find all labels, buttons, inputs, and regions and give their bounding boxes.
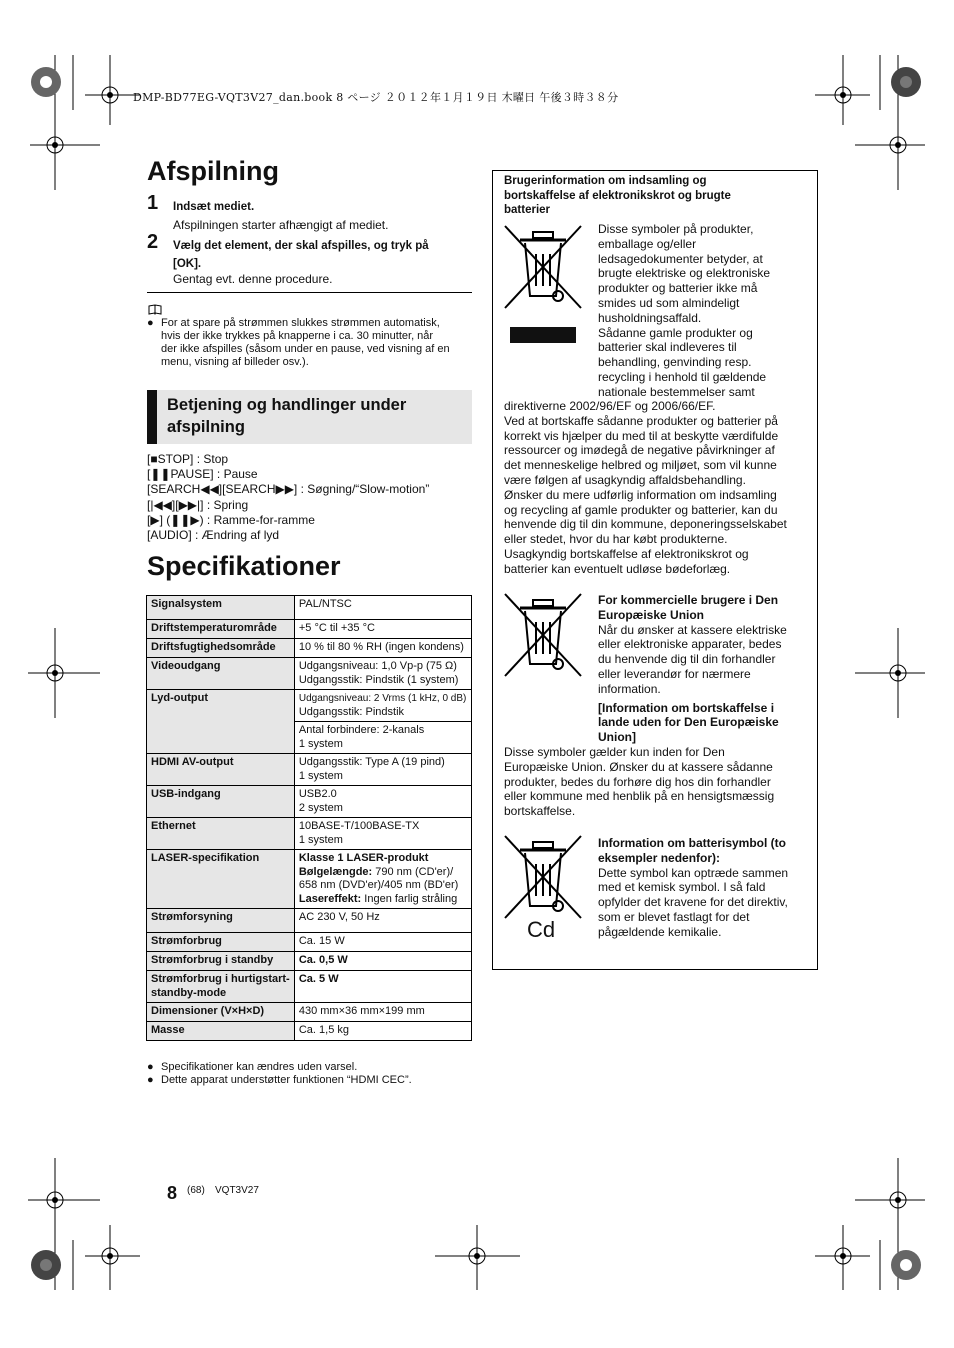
power-saving-note: ● For at spare på strømmen slukkes strømmen automatisk, hvis der ikke trykkes på knapperne i ca. 30 minutter, når der ikke afspilles (såsom under en pause, ved visning af en menu, visning af billeder osv.). — [147, 317, 450, 368]
laser-wavelength-value: 790 nm (CD'er)/ — [375, 865, 454, 878]
text-line: eller kommune med henblik på en hensigtsmæssig — [504, 789, 775, 804]
op-stop: [■STOP] : Stop — [147, 452, 229, 466]
op-search: [SEARCH◀◀][SEARCH▶▶] : Søgning/“Slow-motion” — [147, 482, 430, 497]
spec-value: Ca. 5 W — [294, 971, 471, 1003]
text-line: emballage og/eller — [598, 236, 697, 251]
spec-key: Videoudgang — [147, 658, 295, 690]
text-line: og recycling af gamle produkter og batterier, kan du — [504, 502, 778, 517]
step-2-title-line1: Vælg det element, der skal afspilles, og tryk på — [173, 240, 429, 252]
text-line: smides ud som almindeligt — [598, 295, 740, 310]
disposal-heading-line: bortskaffelse af elektronikskrot og brugte — [504, 189, 731, 202]
table-row — [147, 971, 472, 1003]
text-line: eller leverandør for nærmere — [598, 666, 751, 681]
spec-value — [294, 754, 471, 786]
table-row — [147, 850, 472, 909]
spec-key: USB-indgang — [147, 786, 295, 818]
spec-key: HDMI AV-output — [147, 754, 295, 786]
note-line: der ikke afspilles (såsom under en pause, ved visning af en — [161, 343, 450, 355]
text-line: direktiverne 2002/96/EF og 2006/66/EF. — [504, 399, 716, 413]
spec-table — [146, 595, 472, 1041]
commercial-users-section — [598, 593, 813, 745]
disposal-paragraph-full — [504, 399, 814, 577]
spec-value — [294, 786, 471, 818]
op-audio: [AUDIO] : Ændring af lyd — [147, 528, 280, 543]
text-line: ledsagedokumenter betyder, at — [598, 251, 763, 266]
note-line: For at spare på strømmen slukkes strømmen automatisk, — [161, 317, 440, 329]
step-1-text: Afspilningen starter afhængigt af mediet. — [173, 218, 389, 232]
commercial-heading: For kommercielle brugere i Den — [598, 593, 779, 607]
spec-key: Ethernet — [147, 818, 295, 850]
laser-power-label: Lasereffekt: — [298, 892, 362, 905]
operations-heading-line1: Betjening og handlinger under — [167, 396, 407, 414]
text-line: nationale bestemmelser samt — [598, 384, 755, 399]
spec-value-line: Udgangsniveau: 2 Vrms (1 kHz, 0 dB) — [298, 693, 467, 704]
text-line: Dette symbol kan optræde sammen — [598, 865, 789, 880]
spec-value: Ca. 0,5 W — [294, 952, 471, 971]
outside-eu-heading: Union] — [598, 730, 636, 745]
spec-value: PAL/NTSC — [294, 596, 471, 620]
spec-key: Driftsfugtighedsområde — [147, 639, 295, 658]
spec-value-line: Antal forbindere: 2-kanals — [298, 724, 425, 736]
text-line: Europæiske Union. Ønsker du at kassere sådanne — [504, 759, 773, 774]
spec-value — [294, 690, 471, 722]
spec-value — [294, 850, 471, 909]
laser-wavelength-label: Bølgelængde: — [298, 865, 373, 878]
text-line: Usagkyndig bortskaffelse af elektronikskrot og — [504, 546, 749, 561]
spec-key: Masse — [147, 1022, 295, 1041]
spec-value-line: 2 system — [298, 801, 343, 814]
spec-value — [294, 818, 471, 850]
spec-key: LASER-specifikation — [147, 850, 295, 909]
text-line: eller elektroniske apparater, bedes — [598, 637, 782, 652]
laser-wavelength-value: 658 nm (DVD'er)/405 nm (BD'er) — [298, 879, 459, 891]
step-1-title: Indsæt mediet. — [173, 201, 255, 213]
battery-heading: Information om batterisymbol (to — [598, 836, 787, 850]
table-row — [147, 690, 472, 722]
text-line: ressourcer og imødegå de negative påvirkninger af — [504, 443, 775, 458]
text-line: som er blevet fastlagt for det — [598, 909, 750, 924]
table-row — [147, 818, 472, 850]
text-line: bortskaffelse. — [504, 804, 576, 819]
divider — [147, 292, 472, 293]
text-line: husholdningsaffald. — [598, 310, 702, 325]
text-line: Ønsker du mere udførlig information om indsamling — [504, 487, 777, 502]
text-line: med et kemisk symbol. I så fald — [598, 880, 766, 895]
document-code: VQT3V27 — [215, 1185, 259, 1196]
text-line: det menneskelige helbred og miljøet, som vil kunne — [504, 458, 777, 473]
table-row — [147, 620, 472, 639]
text-line: henvende dig til din kommune, deponeringsselskabet — [504, 517, 787, 532]
page-number: 8 — [167, 1183, 178, 1203]
text-line: produkter og batterier ikke må — [598, 281, 758, 296]
cadmium-symbol: Cd — [527, 917, 556, 942]
op-skip: [|◀◀][▶▶|] : Spring — [147, 497, 249, 512]
operations-heading-line2: afspilning — [167, 418, 245, 436]
spec-value-line: Udgangsniveau: 1,0 Vp-p (75 Ω) — [298, 660, 457, 672]
spec-key: Driftstemperaturområde — [147, 620, 295, 639]
laser-class: Klasse 1 LASER-produkt — [298, 852, 429, 864]
commercial-heading: Europæiske Union — [598, 607, 705, 622]
spec-value: 10 % til 80 % RH (ingen kondens) — [294, 639, 471, 658]
print-header: DMP-BD77EG-VQT3V27_dan.book 8 ページ ２０１２年１月１９日 木曜日 午後３時３８分 — [133, 91, 619, 104]
text-line: opfylder det kravene for det direktiv, — [598, 895, 788, 910]
table-row — [147, 786, 472, 818]
outside-eu-text — [504, 745, 814, 819]
text-line: du henvende dig til din forhandler — [598, 652, 776, 667]
spec-key: Dimensioner (V×H×D) — [147, 1003, 295, 1022]
disposal-heading-line: Brugerinformation om indsamling og — [504, 175, 707, 187]
note-line: menu, visning af billeder osv.). — [161, 356, 309, 368]
text-line: produkter, bedes du forhøre dig hos din forhandler — [504, 774, 771, 789]
table-row — [147, 1022, 472, 1041]
crossed-bin-icon — [503, 834, 583, 925]
battery-symbol-section — [598, 836, 813, 940]
spec-key: Strømforbrug i standby — [147, 952, 295, 971]
specs-title: Specifikationer — [147, 551, 341, 581]
spec-value-line: Udgangsstik: Pindstik (1 system) — [298, 673, 459, 686]
operations-list — [147, 452, 477, 543]
text-line: information. — [598, 681, 661, 696]
table-row — [147, 952, 472, 971]
step-2-number: 2 — [147, 231, 159, 253]
text-line: batterier skal indleveres til — [598, 340, 737, 355]
text-line: Disse symboler gælder kun inden for Den — [504, 745, 725, 759]
spec-value-line: Udgangsstik: Pindstik — [298, 705, 405, 718]
spec-key: Strømforsyning — [147, 909, 295, 933]
table-row — [147, 1003, 472, 1022]
op-pause: [❚❚PAUSE] : Pause — [147, 467, 258, 482]
crossed-bin-icon — [503, 592, 583, 683]
text-line: Ved at bortskaffe sådanne produkter og batterier på — [504, 413, 778, 428]
laser-power-value: Ingen farlig stråling — [364, 892, 458, 905]
original-page-number: (68) — [187, 1185, 205, 1196]
step-1-number: 1 — [147, 192, 159, 214]
table-row — [147, 639, 472, 658]
text-line: Når du ønsker at kassere elektriske — [598, 622, 787, 637]
table-row — [147, 754, 472, 786]
text-line: Sådanne gamle produkter og — [598, 325, 753, 340]
crossed-bin-icon — [503, 224, 583, 354]
spec-value — [294, 722, 471, 754]
spec-key: Signalsystem — [147, 596, 295, 620]
op-frame: [▶] (❚❚▶) : Ramme-for-ramme — [147, 512, 315, 527]
table-row — [147, 933, 472, 952]
battery-heading: eksempler nedenfor): — [598, 850, 721, 865]
playback-title: Afspilning — [147, 156, 279, 186]
text-line: korrekt vis hjælper du med til at beskytte værdifulde — [504, 428, 779, 443]
disposal-heading-line: batterier — [504, 204, 551, 216]
spec-value-line: USB2.0 — [298, 788, 337, 800]
spec-value-line: 1 system — [298, 833, 343, 846]
disposal-paragraph-side — [598, 222, 813, 400]
operations-heading — [147, 390, 472, 444]
text-line: recycling i henhold til gældende — [598, 369, 767, 384]
text-line: være følgen af usagkyndig affaldsbehandling. — [504, 472, 746, 487]
spec-value: Ca. 15 W — [294, 933, 471, 952]
step-2-title-line2: [OK]. — [173, 258, 202, 270]
table-row — [147, 596, 472, 620]
footnote: Specifikationer kan ændres uden varsel. — [161, 1061, 358, 1073]
table-row — [147, 658, 472, 690]
spec-value: 430 mm×36 mm×199 mm — [294, 1003, 471, 1022]
spec-value-line: 1 system — [298, 737, 343, 750]
spec-value — [294, 658, 471, 690]
text-line: Disse symboler på produkter, — [598, 222, 754, 236]
text-line: pågældende kemikalie. — [598, 924, 722, 939]
spec-value: +5 °C til +35 °C — [294, 620, 471, 639]
spec-value-line: 1 system — [298, 769, 343, 782]
outside-eu-heading: lande uden for Den Europæiske — [598, 715, 779, 730]
spec-value-line: 10BASE-T/100BASE-TX — [298, 820, 420, 832]
footnote: Dette apparat understøtter funktionen “HDMI CEC”. — [161, 1074, 412, 1086]
text-line: behandling, genvinding resp. — [598, 355, 752, 370]
note-line: hvis der ikke trykkes på knapperne i ca. 30 minutter, når — [161, 330, 434, 342]
text-line: eller stedet, hvor du har købt produkterne. — [504, 532, 728, 547]
outside-eu-heading: [Information om bortskaffelse i — [598, 700, 775, 715]
disposal-heading — [504, 174, 804, 218]
spec-key: Strømforbrug — [147, 933, 295, 952]
spec-key: Strømforbrug i hurtigstart-standby-mode — [147, 971, 295, 1003]
spec-value-line: Udgangsstik: Type A (19 pind) — [298, 756, 445, 768]
spec-value: Ca. 1,5 kg — [294, 1022, 471, 1041]
text-line: brugte elektriske og elektroniske — [598, 266, 771, 281]
spec-key: Lyd-output — [147, 690, 295, 754]
spec-value: AC 230 V, 50 Hz — [294, 909, 471, 933]
text-line: batterier kan eventuelt udløse bødeforlæg. — [504, 561, 731, 576]
table-row — [147, 909, 472, 933]
step-2-text: Gentag evt. denne procedure. — [173, 272, 333, 286]
spec-footnotes: ● Specifikationer kan ændres uden varsel. ● Dette apparat understøtter funktionen “HDMI CEC”. — [147, 1061, 412, 1086]
